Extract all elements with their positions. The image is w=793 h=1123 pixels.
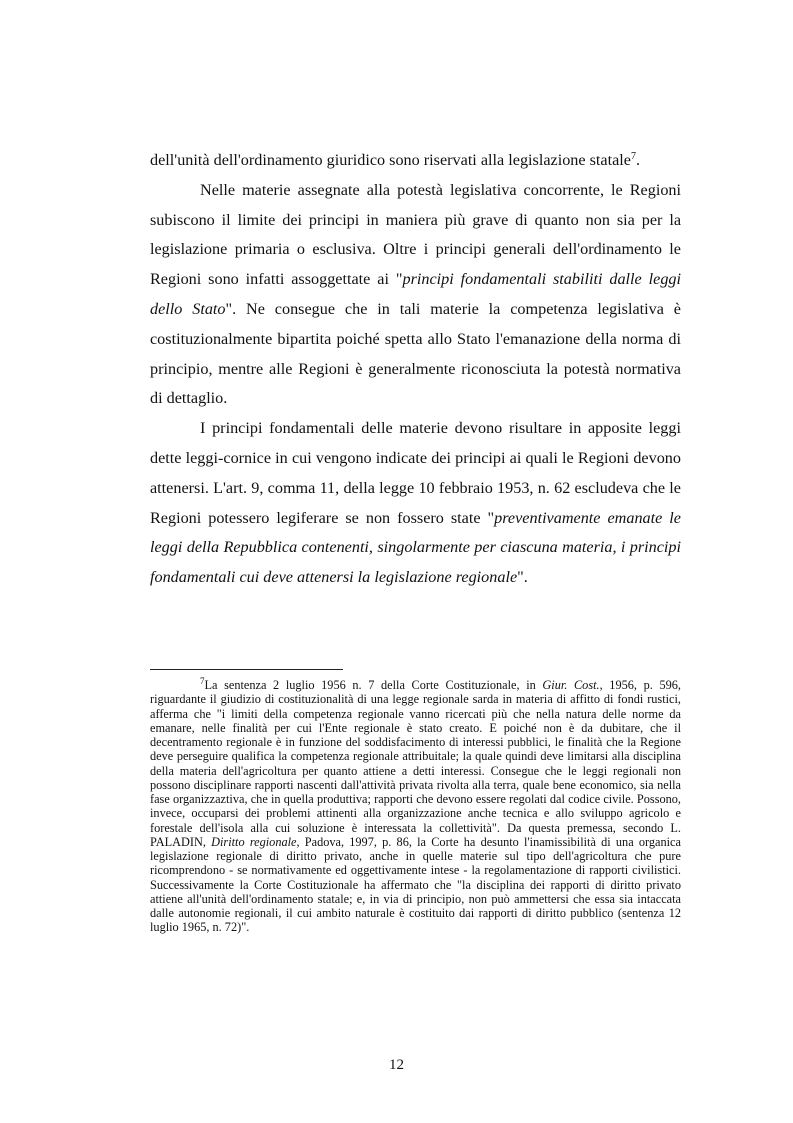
citation-giur-cost: Giur. Cost. — [542, 678, 600, 692]
paragraph-1: dell'unità dell'ordinamento giuridico sono riservati alla legislazione statale$^7$. — [150, 151, 641, 169]
main-text — [150, 146, 681, 593]
footnote-separator — [150, 669, 343, 670]
citation-diritto-regionale: Diritto regionale, — [211, 834, 300, 849]
paragraph-3: I principi fondamentali delle materie devono risultare in apposite leggi dette leggi-cornice in cui vengono indicate dei principi ai quali le Regioni devono attenersi. L'art. 9, comma 11, della legge 10 febbraio 1953, n. 62 escludeva che le Regioni potessero legiferare se non fossero state "preventivamente emanate le leggi della Repubblica contenenti, singolarmente per ciascuna materia, i principi fondamentali cui deve attenersi la legislazione regionale". — [150, 419, 681, 587]
footnote-ref-7: 7 — [630, 151, 636, 162]
footnote-number: 7 — [200, 676, 205, 686]
quote-legge-1953: preventivamente emanate le leggi della Repubblica contenenti, singolarmente per ciascuna materia, i principi fondamentali cui deve attenersi la legislazione regionale — [150, 508, 681, 587]
footnote-7: $^7$La sentenza 2 luglio 1956 n. 7 della Corte Costituzionale, in Giur. Cost., 1956, p. 596, riguardante il giudizio di costituzionalità di una legge regionale sarda in materia di affitto di fondi rustici, afferma che "i limiti della competenza regionale vanno ricercati più che nella natura delle norme da emanare, nelle finalità per cui l'Ente regionale è stato creato. E poiché non è da dubitare, che il decentramento regionale è in funzione del soddisfacimento di interessi pubblici, le finalità che la Regione deve perseguire qualifica la competenza regionale attribuitale; la quale quindi deve limitarsi alla disciplina della materia dell'agricoltura per quanto attiene a detti interessi. Consegue che le leggi regionali non possono disciplinare rapporti nascenti dall'attività privata rivolta alla terra, quale bene economico, sia nella fase organizzaztiva, che in quella produttiva; rapporti che devono essere regolati dal codice civile. Possono, invece, occuparsi dei problemi attinenti alla organizzazione anche tecnica e allo sviluppo agricolo e forestale dell'isola alla cui soluzione è interessata la collettività". Da questa premessa, secondo L. PALADIN, Diritto regionale, Padova, 1997, p. 86, la Corte ha desunto l'inamissibilità di una organica legislazione regionale di diritto privato, anche in quelle materie sul tipo dell'agricoltura che pure ricomprendono - se normativamente ed oggettivamente intese - la regolamentazione di rapporti civilistici. Successivamente la Corte Costituzionale ha affermato che "la disciplina dei rapporti di diritto privato attiene all'unità dell'ordinamento statale; e, in via di principio, non può ammettersi che essa sia intaccata dalle autonomie regionali, il cui ambito naturale è costituito dai rapporti di diritto pubblico (sentenza 12 luglio 1965, n. 72)". — [150, 676, 681, 935]
paragraph-2: Nelle materie assegnate alla potestà legislativa concorrente, le Regioni subiscono il limite dei principi in maniera più grave di quanto non sia per la legislazione primaria o esclusiva. Oltre i principi generali dell'ordinamento le Regioni sono infatti assoggettate ai "principi fondamentali stabiliti dalle leggi dello Stato". Ne consegue che in tali materie la competenza legislativa è costituzionalmente bipartita poiché spetta allo Stato l'emanazione della norma di principio, mentre alle Regioni è generalmente riconosciuta la potestà normativa di dettaglio. — [150, 180, 682, 408]
page-number: 12 — [389, 1057, 404, 1073]
quote-principi-fondamentali: principi fondamentali stabiliti dalle leggi dello Stato — [150, 270, 682, 318]
